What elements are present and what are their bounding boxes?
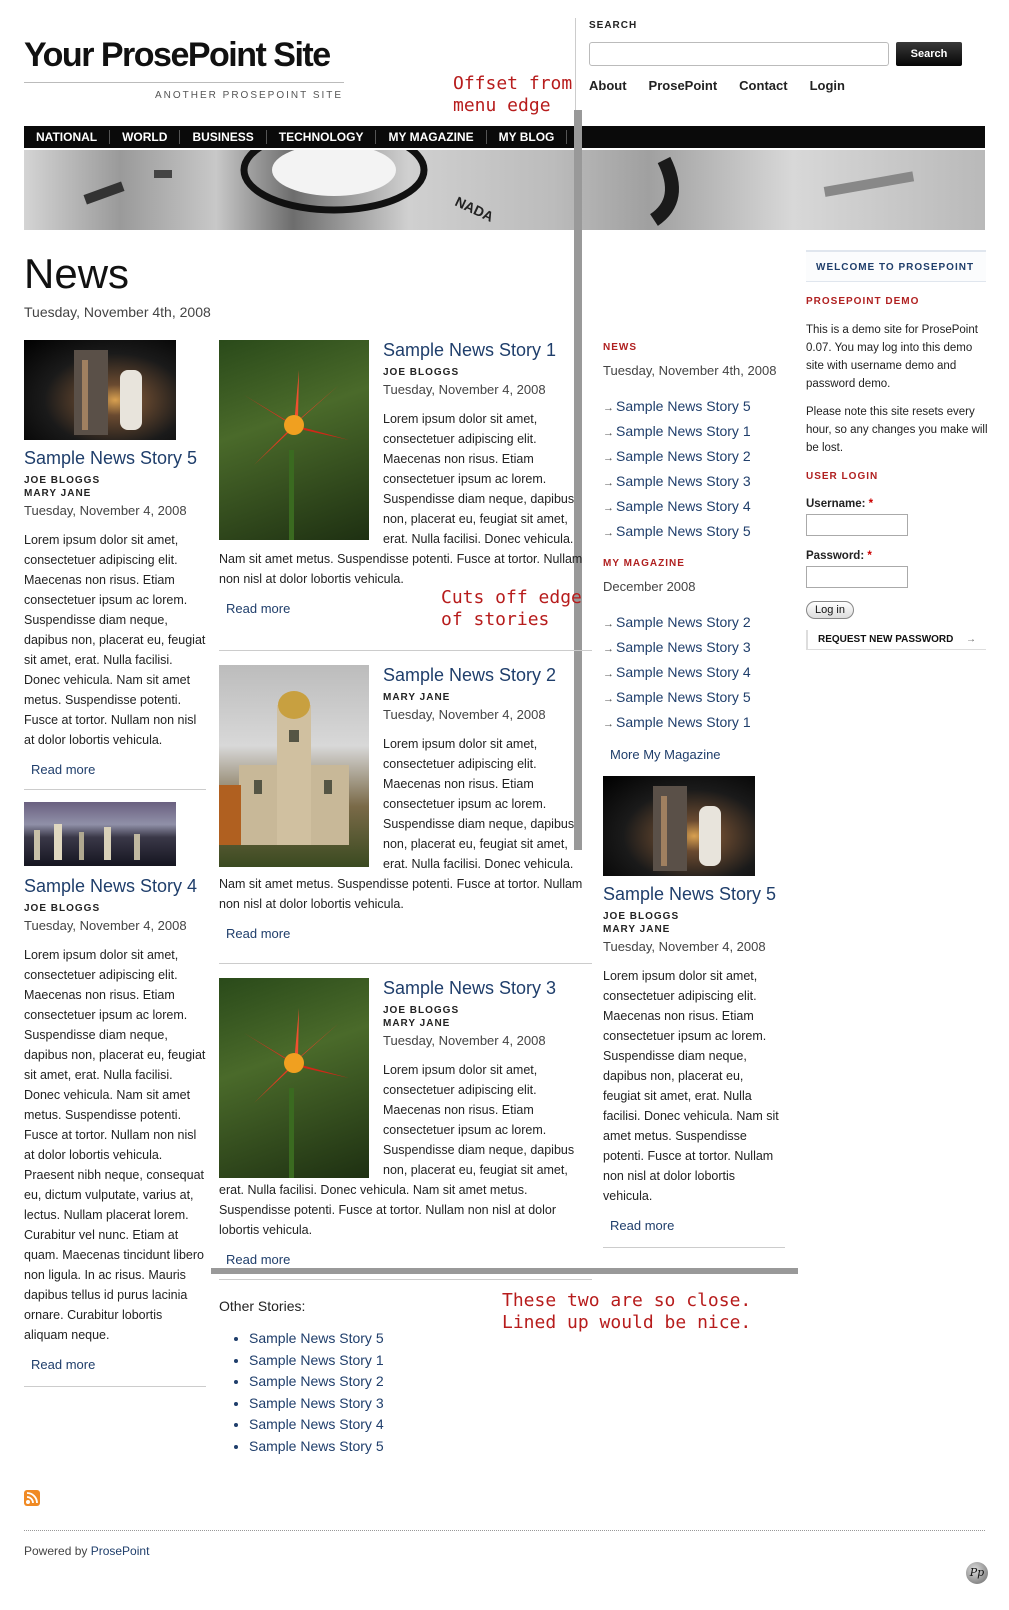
- story-title[interactable]: Sample News Story 2: [383, 665, 557, 685]
- top-link-contact[interactable]: Contact: [739, 78, 788, 93]
- other-stories-heading: Other Stories:: [219, 1298, 306, 1314]
- magazine-date: December 2008: [603, 579, 696, 594]
- page-date: Tuesday, November 4th, 2008: [24, 304, 211, 320]
- story-author: JOE BLOGGS: [383, 367, 460, 378]
- nav-item-world[interactable]: WORLD: [110, 130, 180, 144]
- story-author: JOE BLOGGS: [603, 911, 680, 922]
- story-thumbnail[interactable]: [603, 776, 755, 876]
- read-more-link[interactable]: Read more: [226, 926, 291, 941]
- magazine-list-item[interactable]: → Sample News Story 2: [603, 614, 751, 630]
- page-title: News: [24, 250, 130, 297]
- story-date: Tuesday, November 4, 2008: [383, 707, 546, 722]
- news-list: [603, 398, 783, 548]
- top-link-login[interactable]: Login: [809, 78, 845, 93]
- story-thumbnail[interactable]: [219, 665, 369, 867]
- read-more-link[interactable]: Read more: [226, 601, 291, 616]
- news-heading: NEWS: [603, 342, 637, 353]
- magazine-list-item[interactable]: → Sample News Story 5: [603, 689, 751, 705]
- story-author: MARY JANE: [24, 488, 92, 499]
- password-field[interactable]: [806, 566, 908, 588]
- prosepoint-link[interactable]: ProsePoint: [90, 1544, 150, 1558]
- annotation-close: These two are so close. Lined up would be nice.: [502, 1290, 752, 1333]
- arrow-right-icon: →: [603, 718, 614, 730]
- right-column: [603, 342, 783, 1248]
- login-heading: USER LOGIN: [806, 471, 879, 482]
- prosepoint-logo-icon[interactable]: Pp: [966, 1562, 988, 1584]
- search-input[interactable]: [589, 42, 889, 66]
- username-label: Username: *: [806, 498, 874, 510]
- story-title[interactable]: Sample News Story 1: [383, 340, 557, 360]
- nav-item-national[interactable]: NATIONAL: [24, 130, 110, 144]
- middle-column: [219, 340, 592, 1457]
- rss-icon[interactable]: [24, 1490, 40, 1506]
- story-date: Tuesday, November 4, 2008: [603, 939, 766, 954]
- story-body: Lorem ipsum dolor sit amet, consectetuer adipiscing elit. Maecenas non risus. Etiam consectetuer ipsum ac lorem. Suspendisse diam neque, dapibus non, placerat eu, feugiat sit amet, erat. Nulla facilisi. Donec vehicula. Nam sit amet metus. Suspendisse potenti. Fusce at tortor. Nullam non nisl at dolor lobortis vehicula.: [24, 533, 206, 747]
- required-marker: *: [868, 498, 874, 510]
- nav-item-my-blog[interactable]: MY BLOG: [487, 130, 568, 144]
- read-more-link[interactable]: Read more: [31, 762, 96, 777]
- story-divider: [24, 1386, 206, 1387]
- search-button[interactable]: Search: [896, 42, 962, 66]
- story-divider: [24, 789, 206, 790]
- story-body-continued: Nam sit amet metus. Suspendisse potenti. Fusce at tortor. Nullam non nisl at dolor lobortis vehicula.: [219, 877, 583, 911]
- magazine-list: [603, 614, 783, 739]
- other-story-link[interactable]: • Sample News Story 2: [249, 1371, 592, 1393]
- welcome-block-title: WELCOME TO PROSEPOINT: [806, 250, 986, 282]
- arrow-right-icon: →: [603, 668, 614, 680]
- story-author: JOE BLOGGS: [383, 1005, 460, 1016]
- story-title[interactable]: Sample News Story 5: [24, 448, 198, 468]
- news-list-item[interactable]: → Sample News Story 1: [603, 423, 751, 439]
- other-story-link[interactable]: • Sample News Story 1: [249, 1350, 592, 1372]
- news-list-item[interactable]: → Sample News Story 2: [603, 448, 751, 464]
- story-author: MARY JANE: [383, 1018, 451, 1029]
- other-story-link[interactable]: • Sample News Story 3: [249, 1393, 592, 1415]
- more-magazine-link[interactable]: More My Magazine: [610, 747, 721, 762]
- magazine-list-item[interactable]: → Sample News Story 4: [603, 664, 751, 680]
- news-date: Tuesday, November 4th, 2008: [603, 363, 777, 378]
- arrow-right-icon: →: [603, 502, 614, 514]
- nav-item-my-magazine[interactable]: MY MAGAZINE: [376, 130, 486, 144]
- story-date: Tuesday, November 4, 2008: [383, 1033, 546, 1048]
- story-body: Lorem ipsum dolor sit amet, consectetuer adipiscing elit. Maecenas non risus. Etiam consectetuer ipsum ac lorem. Suspendisse diam neque, dapibus non, placerat eu, feugiat sit amet, erat. Nulla facilisi. Donec vehicula. Nam sit amet metus. Suspendisse potenti. Fusce at tortor. Nullam non nisl at dolor lobortis vehicula.: [603, 969, 779, 1203]
- arrow-right-icon: →: [603, 477, 614, 489]
- login-button[interactable]: Log in: [806, 601, 854, 619]
- other-story-link[interactable]: • Sample News Story 5: [249, 1436, 592, 1458]
- story-thumbnail[interactable]: [219, 340, 369, 540]
- other-story-link[interactable]: • Sample News Story 4: [249, 1414, 592, 1436]
- story-author: MARY JANE: [383, 692, 451, 703]
- arrow-right-icon: →: [603, 402, 614, 414]
- banner-image: [24, 150, 985, 230]
- required-marker: *: [867, 550, 872, 562]
- password-label: Password: *: [806, 550, 872, 562]
- arrow-right-icon: →: [966, 634, 976, 645]
- top-links: [589, 78, 845, 93]
- arrow-right-icon: →: [603, 643, 614, 655]
- other-story-link[interactable]: • Sample News Story 5: [249, 1328, 592, 1350]
- annotation-cuts: Cuts off edge of stories: [441, 587, 582, 630]
- news-list-item[interactable]: → Sample News Story 5: [603, 398, 751, 414]
- left-column: [24, 340, 206, 1387]
- magazine-heading: MY MAGAZINE: [603, 558, 685, 569]
- sidebar: [806, 296, 988, 650]
- powered-by: Powered by ProsePoint: [24, 1544, 150, 1558]
- other-stories-list: [219, 1328, 592, 1457]
- demo-text: This is a demo site for ProsePoint 0.07. You may log into this demo site with username demo and password demo.: [806, 324, 978, 390]
- main-nav: [24, 126, 985, 148]
- arrow-right-icon: →: [603, 618, 614, 630]
- story-title[interactable]: Sample News Story 5: [603, 884, 777, 904]
- story-body: Lorem ipsum dolor sit amet, consectetuer adipiscing elit. Maecenas non risus. Etiam consectetuer ipsum ac lorem. Suspendisse diam neque, dapibus non, placerat eu, feugiat sit amet, erat. Nulla facilisi. Donec vehicula.: [383, 412, 575, 546]
- story-body: Lorem ipsum dolor sit amet, consectetuer adipiscing elit. Maecenas non risus. Etiam consectetuer ipsum ac lorem. Suspendisse diam neque, dapibus non, placerat eu, feugiat sit amet, erat. Nulla facilisi. Donec vehicula. Nam sit amet metus. Suspendisse potenti. Fusce at tortor. Nullam non nisl at dolor lobortis vehicula. Praesent nibh neque, consequat eu, dictum vulputate, varius at, lectus. Nullam placerat lorem. Curabitur vel nunc. Etiam at quam. Maecenas tincidunt libero non ligula. In ac risus. Mauris dapibus tellus id purus lacinia ornare. Curabitur lobortis aliquam neque.: [24, 948, 206, 1342]
- story-item: [219, 651, 592, 963]
- arrow-right-icon: →: [603, 527, 614, 539]
- search-label: SEARCH: [589, 20, 638, 31]
- annotation-offset: Offset from menu edge: [453, 73, 573, 116]
- nav-item-technology[interactable]: TECHNOLOGY: [267, 130, 377, 144]
- news-list-item[interactable]: → Sample News Story 4: [603, 498, 751, 514]
- top-link-about[interactable]: About: [589, 78, 627, 93]
- story-body-continued: erat. Nulla facilisi. Donec vehicula. Nam sit amet metus. Suspendisse potenti. Fusce at tortor. Nullam non nisl at dolor lobortis vehicula.: [219, 1183, 556, 1237]
- read-more-link[interactable]: Read more: [610, 1218, 675, 1233]
- read-more-link[interactable]: Read more: [31, 1357, 96, 1372]
- story-date: Tuesday, November 4, 2008: [24, 503, 187, 518]
- header-banner: [24, 150, 985, 230]
- story-date: Tuesday, November 4, 2008: [383, 382, 546, 397]
- read-more-link[interactable]: Read more: [226, 1252, 291, 1267]
- news-list-item[interactable]: → Sample News Story 3: [603, 473, 751, 489]
- story-thumbnail[interactable]: [24, 802, 176, 866]
- story-body-continued: Nam sit amet metus. Suspendisse potenti. Fusce at tortor. Nullam non nisl at dolor lobortis vehicula.: [219, 552, 583, 586]
- arrow-right-icon: →: [603, 693, 614, 705]
- arrow-right-icon: →: [603, 452, 614, 464]
- arrow-right-icon: →: [603, 427, 614, 439]
- story-thumbnail[interactable]: [24, 340, 176, 440]
- site-slogan: ANOTHER PROSEPOINT SITE: [155, 90, 344, 101]
- site-title[interactable]: Your ProsePoint Site: [24, 36, 330, 74]
- magazine-list-item[interactable]: → Sample News Story 3: [603, 639, 751, 655]
- news-list-item[interactable]: → Sample News Story 5: [603, 523, 751, 539]
- story-body: Lorem ipsum dolor sit amet, consectetuer adipiscing elit. Maecenas non risus. Etiam consectetuer ipsum ac lorem. Suspendisse diam neque, dapibus non, placerat eu, feugiat sit amet,: [383, 1063, 575, 1177]
- story-title[interactable]: Sample News Story 4: [24, 876, 198, 896]
- story-date: Tuesday, November 4, 2008: [24, 918, 187, 933]
- story-author: MARY JANE: [603, 924, 671, 935]
- story-thumbnail[interactable]: [219, 978, 369, 1178]
- story-author: JOE BLOGGS: [24, 475, 101, 486]
- request-password-link[interactable]: REQUEST NEW PASSWORD →: [806, 630, 986, 650]
- story-title[interactable]: Sample News Story 3: [383, 978, 557, 998]
- story-item: [219, 340, 592, 650]
- nav-item-business[interactable]: BUSINESS: [180, 130, 266, 144]
- footer-divider: [24, 1530, 985, 1531]
- story-divider: [219, 1279, 592, 1280]
- demo-notice: Please note this site resets every hour, so any changes you make will be lost.: [806, 406, 988, 454]
- story-divider: [603, 1247, 785, 1248]
- story-item: [219, 964, 592, 1279]
- svg-text:NADA: NADA: [452, 193, 497, 225]
- username-field[interactable]: [806, 514, 908, 536]
- story-body: Lorem ipsum dolor sit amet, consectetuer adipiscing elit. Maecenas non risus. Etiam consectetuer ipsum ac lorem. Suspendisse diam neque, dapibus non, placerat eu, feugiat sit amet, erat. Nulla facilisi. Donec vehicula.: [383, 737, 575, 871]
- title-divider: [24, 82, 344, 83]
- top-link-prosepoint[interactable]: ProsePoint: [648, 78, 718, 93]
- demo-heading: PROSEPOINT DEMO: [806, 296, 920, 307]
- magazine-list-item[interactable]: → Sample News Story 1: [603, 714, 751, 730]
- story-author: JOE BLOGGS: [24, 903, 101, 914]
